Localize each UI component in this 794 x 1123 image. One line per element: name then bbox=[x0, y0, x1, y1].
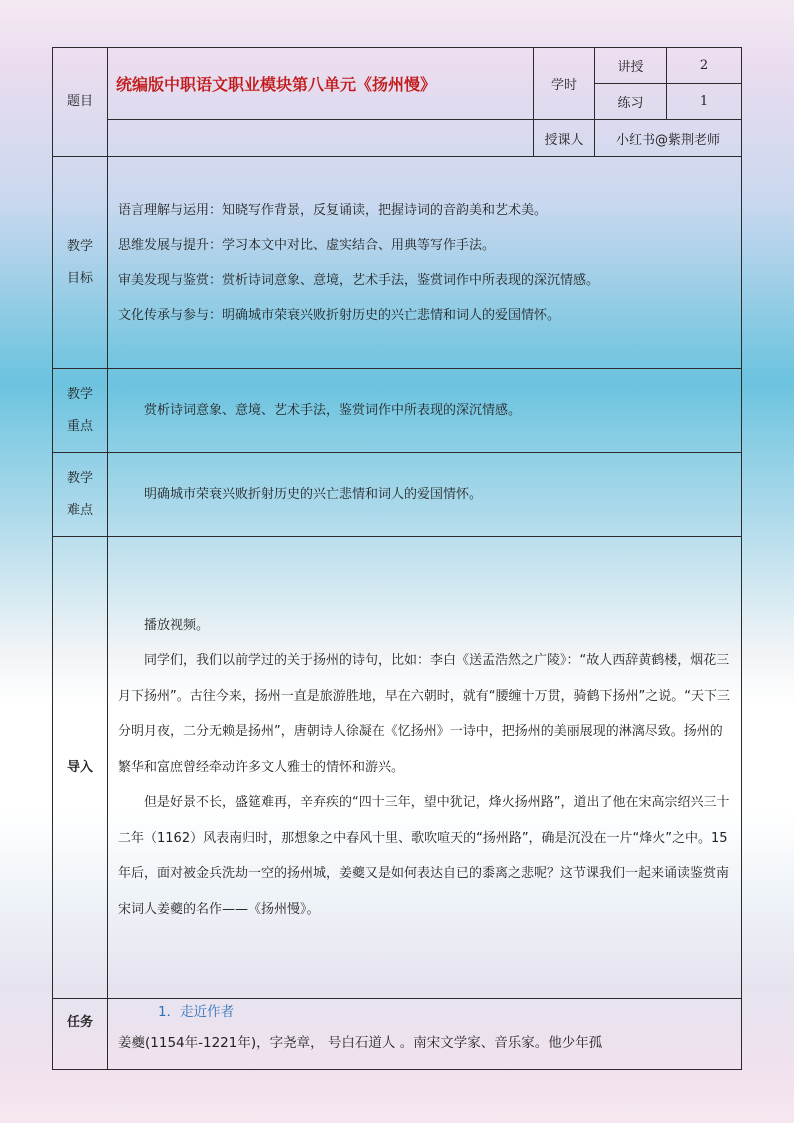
difficulties-content bbox=[108, 453, 742, 537]
teacher-value: 小红书@紫荆老师 bbox=[595, 120, 742, 157]
teacher-label: 授课人 bbox=[534, 120, 595, 157]
lesson-title: 统编版中职语文职业模块第八单元《扬州慢》 bbox=[116, 75, 437, 94]
practice-hours-value: 1 bbox=[667, 84, 742, 120]
task-heading: 1．走近作者 bbox=[158, 1004, 235, 1020]
difficulties-label-line2: 难点 bbox=[66, 502, 93, 518]
objectives-label bbox=[53, 157, 108, 369]
key-points-label-line1: 教学 bbox=[66, 386, 93, 402]
objectives-content bbox=[108, 157, 742, 369]
header-blank-cell bbox=[108, 120, 534, 157]
practice-label: 练习 bbox=[595, 84, 667, 120]
key-points-content bbox=[108, 369, 742, 453]
objective-item: 文化传承与参与：明确城市荣衰兴败折射历史的兴亡悲情和词人的爱国情怀。 bbox=[118, 307, 561, 323]
intro-paragraph: 但是好景不长，盛筵难再，辛弃疾的“四十三年，望中犹记，烽火扬州路”，道出了他在宋高宗绍兴三十二年（1162）风表南归时，那想象之中春风十里、歌吹喧天的“扬州路”，确是沉没在一片“烽火”之中。15年后，面对被金兵洗劫一空的扬州城，姜夔又是如何表达自已的黍离之悲呢？这节课我们一起来诵读鉴赏南宋词人姜夔的名作——《扬州慢》。 bbox=[118, 795, 730, 917]
key-points-label-line2: 重点 bbox=[66, 418, 93, 434]
objective-item: 语言理解与运用：知晓写作背景，反复诵读，把握诗词的音韵美和艺术美。 bbox=[118, 202, 548, 218]
difficulties-label bbox=[53, 453, 108, 537]
hours-label: 学时 bbox=[534, 48, 595, 120]
intro-content bbox=[108, 537, 742, 999]
lesson-title-cell bbox=[108, 48, 534, 120]
intro-paragraph: 同学们，我们以前学过的关于扬州的诗句，比如：李白《送孟浩然之广陵》：“故人西辞黄鹤楼，烟花三月下扬州”。古往今来，扬州一直是旅游胜地，早在六朝时，就有“腰缠十万贯，骑鹤下扬州”之说。“天下三分明月夜，二分无赖是扬州”，唐朝诗人徐凝在《忆扬州》一诗中，把扬州的美丽展现的淋漓尽致。扬州的繁华和富庶曾经牵动许多文人雅士的情怀和游兴。 bbox=[118, 653, 730, 775]
key-points-text: 赏析诗词意象、意境、艺术手法，鉴赏词作中所表现的深沉情感。 bbox=[144, 403, 522, 418]
lecture-hours-value: 2 bbox=[667, 48, 742, 84]
objective-item: 思维发展与提升：学习本文中对比、虚实结合、用典等写作手法。 bbox=[118, 237, 496, 253]
intro-paragraph: 播放视频。 bbox=[144, 617, 210, 633]
task-label: 任务 bbox=[53, 999, 108, 1070]
lesson-plan-table bbox=[52, 47, 742, 1070]
lecture-label: 讲授 bbox=[595, 48, 667, 84]
objectives-label-line1: 教学 bbox=[66, 238, 93, 254]
objective-item: 审美发现与鉴赏：赏析诗词意象、意境，艺术手法，鉴赏词作中所表现的深沉情感。 bbox=[118, 272, 600, 288]
topic-label: 题目 bbox=[53, 48, 108, 157]
intro-label: 导入 bbox=[53, 537, 108, 999]
difficulties-text: 明确城市荣衰兴败折射历史的兴亡悲情和词人的爱国情怀。 bbox=[144, 487, 483, 502]
task-text: 姜夔(1154年-1221年)，字尧章， 号白石道人 。南宋文学家、音乐家。他少年孤 bbox=[118, 1035, 603, 1051]
difficulties-label-line1: 教学 bbox=[66, 470, 93, 486]
objectives-label-line2: 目标 bbox=[66, 270, 93, 286]
key-points-label bbox=[53, 369, 108, 453]
task-content bbox=[108, 999, 742, 1070]
